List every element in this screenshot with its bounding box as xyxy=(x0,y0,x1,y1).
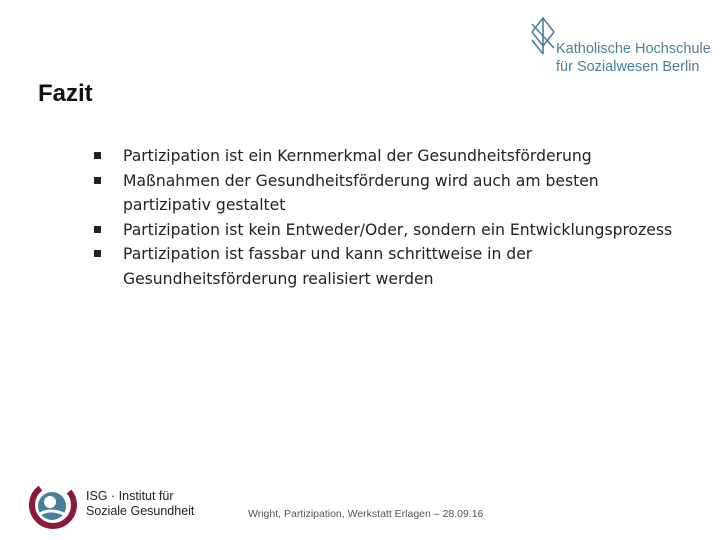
isg-logo-circle-icon xyxy=(28,480,78,530)
footer-citation: Wright, Partizipation, Werkstatt Erlagen – 28.09.16 xyxy=(248,508,484,520)
khsb-logo xyxy=(528,14,714,74)
square-bullet-icon xyxy=(94,152,101,159)
square-bullet-icon xyxy=(94,177,101,184)
square-bullet-icon xyxy=(94,226,101,233)
isg-name-line2: Soziale Gesundheit xyxy=(86,504,195,518)
khsb-name-line2: für Sozialwesen Berlin xyxy=(556,59,700,75)
square-bullet-icon xyxy=(94,250,101,257)
bullet-item xyxy=(90,218,690,243)
khsb-logo-mark-icon xyxy=(528,14,558,58)
isg-name-line1: ISG · Institut für xyxy=(86,489,174,503)
isg-logo-text xyxy=(86,489,194,519)
bullet-text: Partizipation ist fassbar und kann schrittweise in der Gesundheitsförderung realisiert werden xyxy=(123,245,533,288)
bullet-item xyxy=(90,169,690,218)
khsb-logo-text xyxy=(556,40,711,76)
bullet-item xyxy=(90,144,690,169)
bullet-list xyxy=(90,144,690,291)
isg-logo xyxy=(28,480,248,530)
khsb-name-line1: Katholische Hochschule xyxy=(556,41,711,57)
slide-title: Fazit xyxy=(38,80,93,107)
bullet-text: Partizipation ist kein Entweder/Oder, sondern ein Entwicklungsprozess xyxy=(123,220,673,239)
bullet-text: Maßnahmen der Gesundheitsförderung wird auch am besten partizipativ gestaltet xyxy=(123,171,599,214)
bullet-text: Partizipation ist ein Kernmerkmal der Gesundheitsförderung xyxy=(123,147,592,165)
bullet-item xyxy=(90,242,690,291)
